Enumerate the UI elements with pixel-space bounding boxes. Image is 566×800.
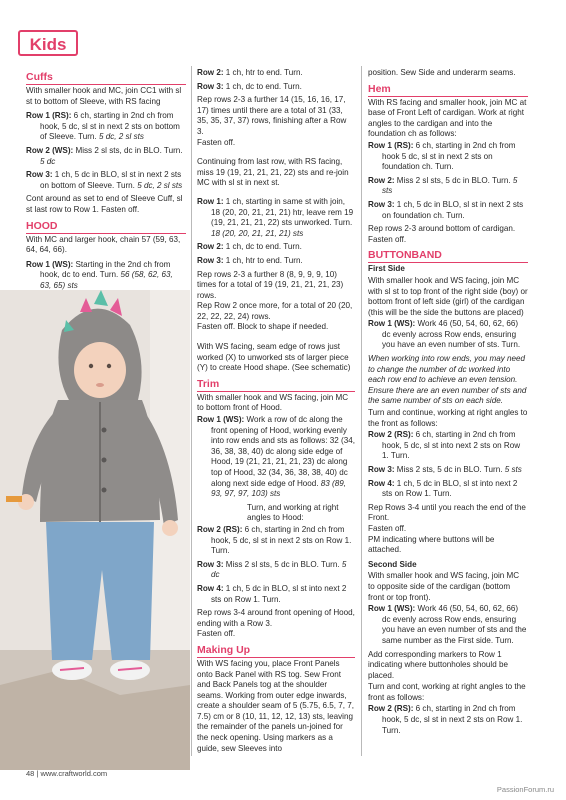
trim-intro: With smaller hook and WS facing, join MC to bottom front of Hood. xyxy=(197,392,349,413)
hem-row-3: Row 3: 1 ch, 5 dc in BLO, sl st in next 2 sts on foundation ch. Turn. xyxy=(368,199,524,220)
making-up-heading: Making Up xyxy=(197,644,355,658)
cuffs-outro: Cont around as set to end of Sleeve Cuff, sl st last row to Row 1. Fasten off. xyxy=(26,194,183,214)
hood-seam: With WS facing, seam edge of rows just worked (X) to unworked sts of larger piece (Y) to create Hood shape. (See schematic) xyxy=(197,342,351,373)
trim-row-1: Row 1 (WS): Work a row of dc along the front opening of Hood, working evenly into row ends and sts as follows: 32 (34, 36, 38, 38, 40) dc along side edge of Hood, 19 (21, 21, 21, 21, 23) dc along top of Hood, 32 (34, 36, 38, 38, 40) dc along next side edge of Hood. 83 (89, 93, 97, 97, 103) sts xyxy=(197,415,355,499)
making-up-text: With WS facing you, place Front Panels onto Back Panel with RS tog. Sew Front and Back Panels tog at the shoulder seams. Working from outer edge inwards, create a shoulder seam of 5 (5.75, 6.5, 7, 7, 7.5) cm or 8 (10, 11, 12, 12, 13) sts, leaving the remainder of the panels un-joined for the neck opening. Using markers as a guide, sew Sleeves into xyxy=(197,658,355,753)
hood-b-row-1: Row 1: 1 ch, starting in same st with join, 18 (20, 20, 21, 21, 21) htr, leave rem 19 (19, 21, 21, 21, 22) sts unworked. Turn. 18 (20, 20, 21, 21, 21) sts xyxy=(197,196,354,238)
trim-row-2: Row 2 (RS): 6 ch, starting in 2nd ch from hook, 5 dc, sl st in next 2 sts on Row 1. Turn. xyxy=(197,524,352,556)
hood-b-row-2: Row 2: 1 ch, dc to end. Turn. xyxy=(197,242,302,252)
column-2 xyxy=(197,68,355,758)
second-side-row-1: Row 1 (WS): Work 46 (50, 54, 60, 62, 66) dc evenly across Row ends, ensuring you have an even number of sts and the same number as the First side. Turn. xyxy=(368,604,527,645)
trim-turn: Turn, and working at right angles to Hood: xyxy=(247,502,339,523)
trim-fasten: Fasten off. xyxy=(197,629,236,639)
hood-b-row-3: Row 3: 1 ch, htr to end. Turn. xyxy=(197,255,303,265)
first-side-fasten: Fasten off. xyxy=(368,523,407,533)
hood-row-1: Row 1 (WS): Starting in the 2nd ch from hook, dc to end. Turn. 56 (58, 62, 63, 63, 65) sts xyxy=(26,259,173,290)
cuffs-row-3: Row 3: 1 ch, 5 dc in BLO, sl st in next 2 sts on bottom of Sleeve. Turn. 5 dc, 2 sl sts xyxy=(26,170,183,190)
column-3 xyxy=(368,68,528,739)
hem-fasten: Fasten off. xyxy=(368,234,407,244)
first-side-repeat: Rep Rows 3-4 until you reach the end of the Front. xyxy=(368,502,526,523)
child-illustration xyxy=(0,290,190,770)
hood-continue: Continuing from last row, with RS facing, miss 19 (19, 21, 21, 21, 22) sts and re-join MC with sl st in next st. xyxy=(197,157,349,188)
first-side-heading: First Side xyxy=(368,264,405,274)
second-side-heading: Second Side xyxy=(368,559,417,569)
hood-repeat-2: Rep rows 2-3 a further 8 (8, 9, 9, 9, 10) times for a total of 19 (19, 21, 21, 21, 23) rows. xyxy=(197,269,344,300)
hem-row-2: Row 2: Miss 2 sl sts, 5 dc in BLO. Turn. 5 sts xyxy=(368,175,518,196)
trim-repeat: Rep rows 3-4 around front opening of Hood, ending with a Row 3. xyxy=(197,608,355,628)
first-side-pm: PM indicating where buttons will be attached. xyxy=(368,534,495,555)
hem-heading: Hem xyxy=(368,83,528,97)
second-side-row-2: Row 2 (RS): 6 ch, starting in 2nd ch from hook, 5 dc, sl st in next 2 sts on Row 1. Turn. xyxy=(368,704,523,735)
hood-row-2: Row 2: 1 ch, htr to end. Turn. xyxy=(197,68,303,77)
hem-repeat: Rep rows 2-3 around bottom of cardigan. xyxy=(368,224,516,234)
column-divider-2 xyxy=(361,66,362,756)
cuffs-heading: Cuffs xyxy=(26,71,186,85)
hem-row-1: Row 1 (RS): 6 ch, starting in 2nd ch from hook 5 dc, sl st in next 2 sts on foundation ch. Turn. xyxy=(368,140,516,172)
making-up-cont: position. Sew Side and underarm seams. xyxy=(368,68,516,77)
second-side-turn: Turn and cont, working at right angles to the front as follows: xyxy=(368,682,526,702)
first-side-row-2: Row 2 (RS): 6 ch, starting in 2nd ch from hook, 5 dc, sl st into next 2 sts on Row 1. Turn. xyxy=(368,430,521,461)
hood-repeat-3: Rep Row 2 once more, for a total of 20 (20, 22, 22, 22, 24) rows. xyxy=(197,301,353,321)
hem-intro: With RS facing and smaller hook, join MC at base of Front Left of cardigan. Work at right angles to the cardigan and into the foundation ch as follows: xyxy=(368,97,527,139)
page-footer: 48 | www.craftworld.com xyxy=(26,769,108,778)
buttonband-heading: BUTTONBAND xyxy=(368,249,528,263)
first-side-note: When working into row ends, you may need to change the number of dc worked into each row end to achieve an even tension. Ensure there are an even number of sts and the same number of sts on each side. xyxy=(368,354,527,406)
trim-row-4: Row 4: 1 ch, 5 dc in BLO, sl st into next 2 sts on Row 1. Turn. xyxy=(197,583,347,604)
first-side-turn: Turn and continue, working at right angles to the front as follows: xyxy=(368,408,528,428)
child-photo xyxy=(0,290,190,770)
hood-fasten-1: Fasten off. xyxy=(197,137,236,147)
second-side-markers: Add corresponding markers to Row 1 indicating where buttonholes should be placed. xyxy=(368,649,508,680)
first-side-row-4: Row 4: 1 ch, 5 dc in BLO, sl st into next 2 sts on Row 1. Turn. xyxy=(368,478,518,499)
column-1 xyxy=(26,68,186,295)
section-tab: Kids xyxy=(18,30,78,56)
second-side-intro: With smaller hook and WS facing, join MC to opposite side of the cardigan (bottom front or top front). xyxy=(368,571,520,602)
first-side-intro: With smaller hook and WS facing, join MC with sl st to top front of the right side (boy) or bottom front of left side (girl) of the cardigan (this will be the side the buttons are placed) xyxy=(368,275,528,317)
hood-intro: With MC and larger hook, chain 57 (59, 63, 64, 64, 66). xyxy=(26,234,181,255)
cuffs-row-2: Row 2 (WS): Miss 2 sl sts, dc in BLO. Turn. 5 dc xyxy=(26,145,183,166)
watermark: PassionForum.ru xyxy=(496,785,554,794)
first-side-row-1: Row 1 (WS): Work 46 (50, 54, 60, 62, 66) dc evenly across Row ends, ensuring you have an even number of sts. Turn. xyxy=(368,319,521,350)
hood-heading: HOOD xyxy=(26,220,186,234)
hood-row-3: Row 3: 1 ch, dc to end. Turn. xyxy=(197,81,302,91)
column-divider-1 xyxy=(191,66,192,756)
first-side-row-3: Row 3: Miss 2 sts, 5 dc in BLO. Turn. 5 sts xyxy=(368,465,522,474)
hood-fasten-2: Fasten off. Block to shape if needed. xyxy=(197,322,329,332)
trim-row-3: Row 3: Miss 2 sl sts, 5 dc in BLO. Turn. 5 dc xyxy=(197,559,347,580)
cuffs-intro: With smaller hook and MC, join CC1 with sl st to bottom of Sleeve, with RS facing xyxy=(26,86,182,106)
hood-repeat-1: Rep rows 2-3 a further 14 (15, 16, 16, 17, 17) times until there are a total of 31 (33, 35, 35, 37, 37) rows, finishing after a Row 3. xyxy=(197,95,347,136)
cuffs-row-1: Row 1 (RS): 6 ch, starting in 2nd ch from hook, 5 dc, sl st in next 2 sts on bottom of Sleeve. Turn. 5 dc, 2 sl sts xyxy=(26,111,180,142)
trim-heading: Trim xyxy=(197,378,355,392)
